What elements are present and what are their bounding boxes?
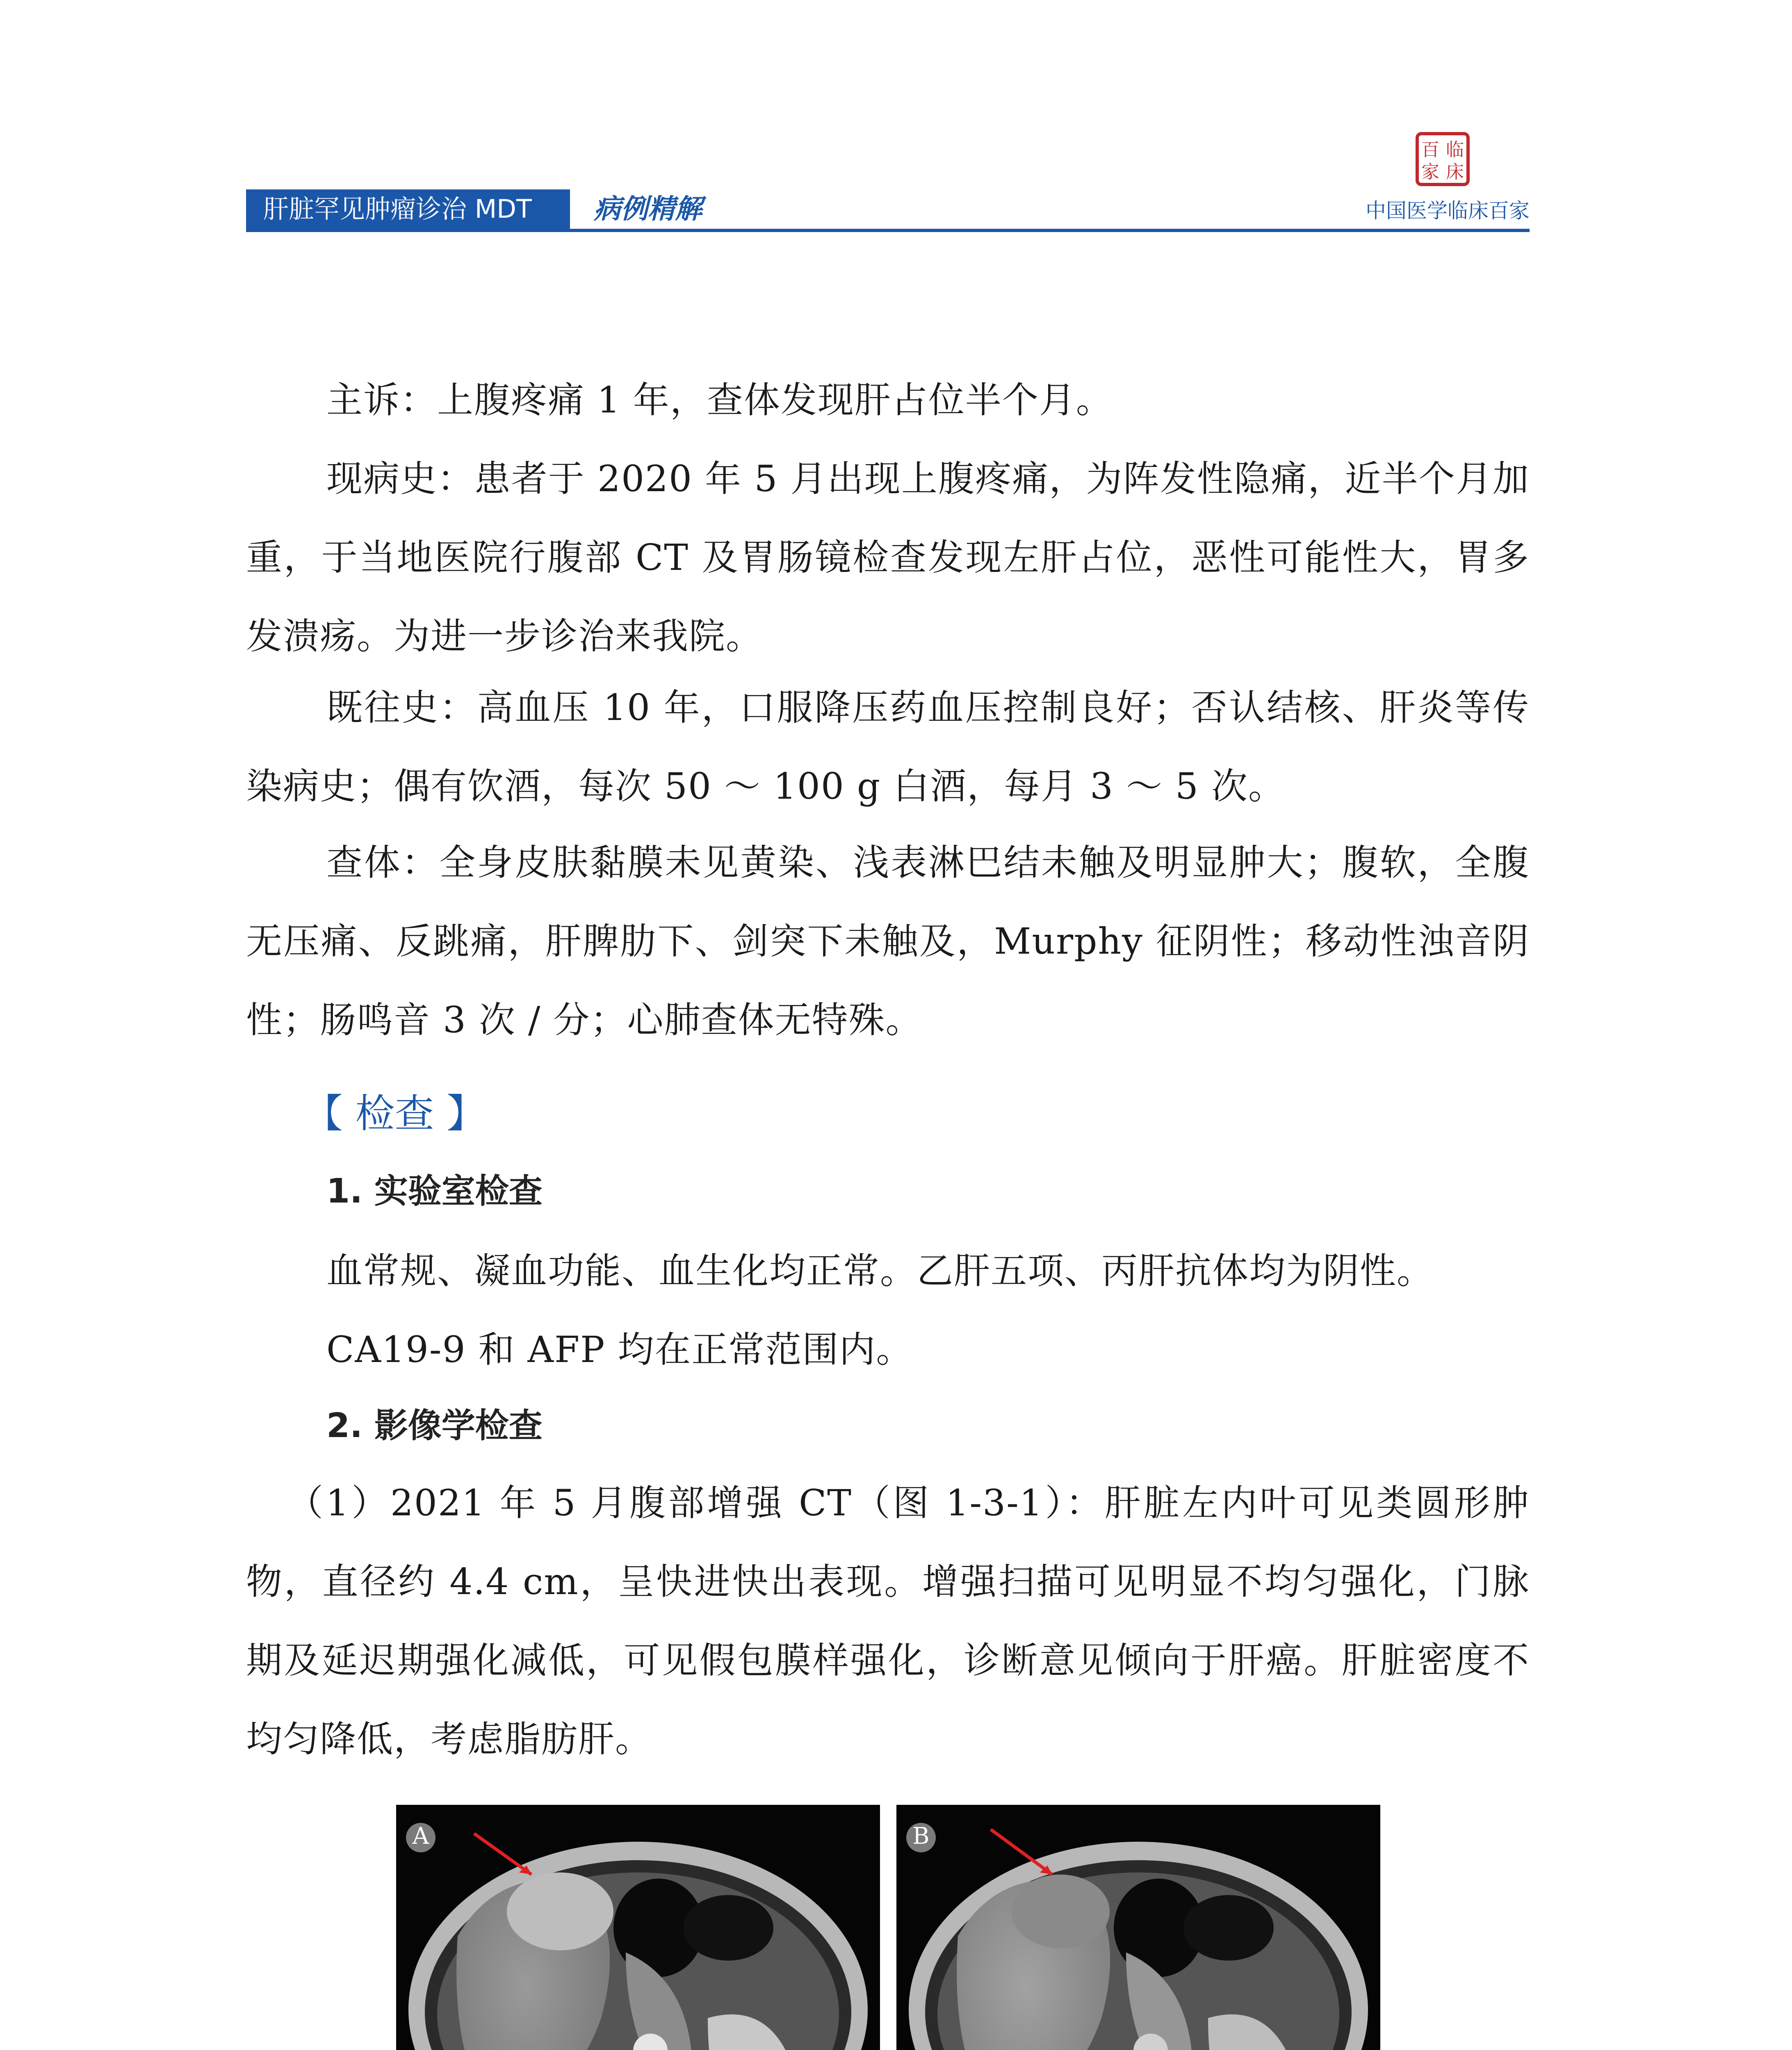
svg-text:临: 临 — [1446, 139, 1464, 160]
lab-heading: 1. 实验室检查 — [326, 1172, 543, 1211]
ct-panel-b — [896, 1805, 1380, 2050]
present-illness: 现病史：患者于 2020 年 5 月出现上腹疼痛，为阵发性隐痛，近半个月加重，于当地医院行腹部 CT 及胃肠镜检查发现左肝占位，恶性可能性大，胃多发溃疡。为进一步诊治来我院。 — [246, 458, 1530, 657]
chief-complaint: 主诉：上腹疼痛 1 年，查体发现肝占位半个月。 — [326, 379, 1113, 421]
physical-exam: 查体：全身皮肤黏膜未见黄染、浅表淋巴结未触及明显肿大；腹软，全腹无压痛、反跳痛，肝脾肋下、剑突下未触及，Murphy 征阴性；移动性浊音阴性；肠鸣音 3 次 / 分；心肺查体无特殊。 — [246, 841, 1530, 1041]
book-title: 肝脏罕见肿瘤诊治 MDT — [246, 189, 570, 229]
svg-text:家: 家 — [1421, 162, 1439, 182]
lab-line-2: CA19-9 和 AFP 均在正常范围内。 — [326, 1328, 913, 1371]
ct-panel-a — [396, 1805, 880, 2050]
panel-a-label: A — [412, 1823, 429, 1850]
svg-text:床: 床 — [1446, 162, 1464, 182]
header-rule — [246, 229, 1530, 232]
imaging-text: （1）2021 年 5 月腹部增强 CT（图 1-3-1）：肝脏左内叶可见类圆形肿物，直径约 4.4 cm，呈快进快出表现。增强扫描可见明显不均匀强化，门脉期及延迟期强化减低，可见假包膜样强化，诊断意见倾向于肝癌。肝脏密度不均匀降低，考虑脂肪肝。 — [246, 1482, 1530, 1760]
series-name: 中国医学临床百家 — [1366, 199, 1530, 223]
lab-line-1: 血常规、凝血功能、血生化均正常。乙肝五项、丙肝抗体均为阴性。 — [326, 1250, 1434, 1292]
seal-logo — [1416, 132, 1470, 186]
panel-b-label: B — [912, 1823, 930, 1850]
book-subtitle: 病例精解 — [594, 193, 702, 225]
exam-section-title: 【 检查 】 — [303, 1091, 486, 1137]
past-history: 既往史：高血压 10 年，口服降压药血压控制良好；否认结核、肝炎等传染病史；偶有饮酒，每次 50 ～ 100 g 白酒，每月 3 ～ 5 次。 — [246, 686, 1530, 807]
svg-text:百: 百 — [1421, 139, 1439, 160]
imaging-heading: 2. 影像学检查 — [326, 1406, 543, 1445]
